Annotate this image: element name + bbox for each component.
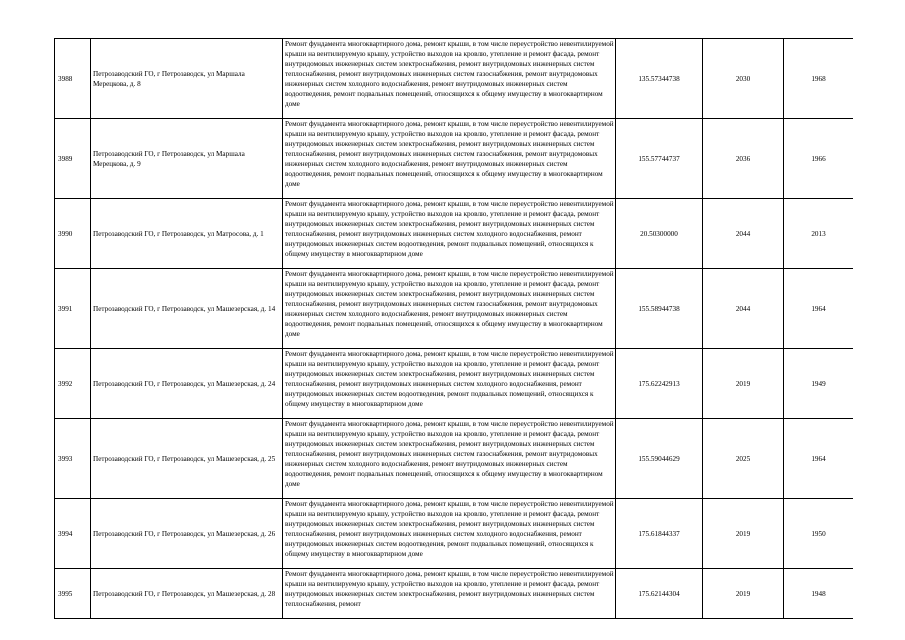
address-cell: Петрозаводский ГО, г Петрозаводск, ул Машезерская, д. 26 — [91, 499, 283, 569]
cost-cell: 175.61844337 — [616, 499, 703, 569]
row-number: 3995 — [55, 569, 91, 619]
planned-year-cell: 2019 — [703, 349, 784, 419]
table-row — [55, 499, 854, 569]
built-year-cell: 1966 — [784, 119, 854, 199]
built-year-cell: 1949 — [784, 349, 854, 419]
row-number: 3989 — [55, 119, 91, 199]
address-cell: Петрозаводский ГО, г Петрозаводск, ул Машезерская, д. 25 — [91, 419, 283, 499]
address-cell: Петрозаводский ГО, г Петрозаводск, ул Машезерская, д. 24 — [91, 349, 283, 419]
address-cell: Петрозаводский ГО, г Петрозаводск, ул Машезерская, д. 28 — [91, 569, 283, 619]
table-row — [55, 569, 854, 619]
cost-cell: 155.59044629 — [616, 419, 703, 499]
works-cell: Ремонт фундамента многоквартирного дома, ремонт крыши, в том числе переустройство невентилируемой крыши на вентилируемую крышу, устройство выходов на кровлю, утепление и ремонт фасада, ремонт внутридомовых инженерных систем электроснабжения, ремонт внутридомовых инженерных систем теплоснабжения, ремонт внутридомовых инженерных систем газоснабжения, ремонт внутридомовых инженерных систем холодного водоснабжения, ремонт внутридомовых инженерных систем водоотведения, ремонт подвальных помещений, относящихся к общему имуществу в многоквартирном доме — [283, 419, 616, 499]
planned-year-cell: 2025 — [703, 419, 784, 499]
built-year-cell: 1964 — [784, 269, 854, 349]
table-row — [55, 39, 854, 119]
planned-year-cell: 2019 — [703, 499, 784, 569]
row-number: 3990 — [55, 199, 91, 269]
planned-year-cell: 2030 — [703, 39, 784, 119]
address-cell: Петрозаводский ГО, г Петрозаводск, ул Матросова, д. 1 — [91, 199, 283, 269]
table-row — [55, 199, 854, 269]
row-number: 3993 — [55, 419, 91, 499]
cost-cell: 135.57344738 — [616, 39, 703, 119]
table-row — [55, 269, 854, 349]
works-cell: Ремонт фундамента многоквартирного дома, ремонт крыши, в том числе переустройство невентилируемой крыши на вентилируемую крышу, устройство выходов на кровлю, утепление и ремонт фасада, ремонт внутридомовых инженерных систем электроснабжения, ремонт внутридомовых инженерных систем теплоснабжения, ремонт внутридомовых инженерных систем газоснабжения, ремонт внутридомовых инженерных систем холодного водоснабжения, ремонт внутридомовых инженерных систем водоотведения, ремонт подвальных помещений, относящихся к общему имуществу в многоквартирном доме — [283, 39, 616, 119]
row-number: 3994 — [55, 499, 91, 569]
cost-cell: 20.50300000 — [616, 199, 703, 269]
address-cell: Петрозаводский ГО, г Петрозаводск, ул Маршала Мерецкова, д. 9 — [91, 119, 283, 199]
cost-cell: 175.62144304 — [616, 569, 703, 619]
planned-year-cell: 2044 — [703, 269, 784, 349]
table-row — [55, 119, 854, 199]
built-year-cell: 1968 — [784, 39, 854, 119]
planned-year-cell: 2036 — [703, 119, 784, 199]
capital-repair-table — [54, 38, 853, 619]
row-number: 3992 — [55, 349, 91, 419]
address-cell: Петрозаводский ГО, г Петрозаводск, ул Машезерская, д. 14 — [91, 269, 283, 349]
planned-year-cell: 2044 — [703, 199, 784, 269]
cost-cell: 155.57744737 — [616, 119, 703, 199]
table-row — [55, 419, 854, 499]
planned-year-cell: 2019 — [703, 569, 784, 619]
built-year-cell: 1950 — [784, 499, 854, 569]
document-page — [54, 38, 853, 620]
cost-cell: 155.58944738 — [616, 269, 703, 349]
works-cell: Ремонт фундамента многоквартирного дома, ремонт крыши, в том числе переустройство невентилируемой крыши на вентилируемую крышу, устройство выходов на кровлю, утепление и ремонт фасада, ремонт внутридомовых инженерных систем электроснабжения, ремонт внутридомовых инженерных систем теплоснабжения, ремонт — [283, 569, 616, 619]
row-number: 3988 — [55, 39, 91, 119]
works-cell: Ремонт фундамента многоквартирного дома, ремонт крыши, в том числе переустройство невентилируемой крыши на вентилируемую крышу, устройство выходов на кровлю, утепление и ремонт фасада, ремонт внутридомовых инженерных систем электроснабжения, ремонт внутридомовых инженерных систем теплоснабжения, ремонт внутридомовых инженерных систем холодного водоснабжения, ремонт внутридомовых инженерных систем водоотведения, ремонт подвальных помещений, относящихся к общему имуществу в многоквартирном доме — [283, 199, 616, 269]
works-cell: Ремонт фундамента многоквартирного дома, ремонт крыши, в том числе переустройство невентилируемой крыши на вентилируемую крышу, устройство выходов на кровлю, утепление и ремонт фасада, ремонт внутридомовых инженерных систем электроснабжения, ремонт внутридомовых инженерных систем теплоснабжения, ремонт внутридомовых инженерных систем холодного водоснабжения, ремонт внутридомовых инженерных систем водоотведения, ремонт подвальных помещений, относящихся к общему имуществу в многоквартирном доме — [283, 499, 616, 569]
works-cell: Ремонт фундамента многоквартирного дома, ремонт крыши, в том числе переустройство невентилируемой крыши на вентилируемую крышу, устройство выходов на кровлю, утепление и ремонт фасада, ремонт внутридомовых инженерных систем электроснабжения, ремонт внутридомовых инженерных систем теплоснабжения, ремонт внутридомовых инженерных систем холодного водоснабжения, ремонт внутридомовых инженерных систем водоотведения, ремонт подвальных помещений, относящихся к общему имуществу в многоквартирном доме — [283, 349, 616, 419]
built-year-cell: 2013 — [784, 199, 854, 269]
works-cell: Ремонт фундамента многоквартирного дома, ремонт крыши, в том числе переустройство невентилируемой крыши на вентилируемую крышу, устройство выходов на кровлю, утепление и ремонт фасада, ремонт внутридомовых инженерных систем электроснабжения, ремонт внутридомовых инженерных систем теплоснабжения, ремонт внутридомовых инженерных систем газоснабжения, ремонт внутридомовых инженерных систем холодного водоснабжения, ремонт внутридомовых инженерных систем водоотведения, ремонт подвальных помещений, относящихся к общему имуществу в многоквартирном доме — [283, 119, 616, 199]
address-cell: Петрозаводский ГО, г Петрозаводск, ул Маршала Мерецкова, д. 8 — [91, 39, 283, 119]
table-row — [55, 349, 854, 419]
built-year-cell: 1948 — [784, 569, 854, 619]
works-cell: Ремонт фундамента многоквартирного дома, ремонт крыши, в том числе переустройство невентилируемой крыши на вентилируемую крышу, устройство выходов на кровлю, утепление и ремонт фасада, ремонт внутридомовых инженерных систем электроснабжения, ремонт внутридомовых инженерных систем теплоснабжения, ремонт внутридомовых инженерных систем газоснабжения, ремонт внутридомовых инженерных систем холодного водоснабжения, ремонт внутридомовых инженерных систем водоотведения, ремонт подвальных помещений, относящихся к общему имуществу в многоквартирном доме — [283, 269, 616, 349]
built-year-cell: 1964 — [784, 419, 854, 499]
cost-cell: 175.62242913 — [616, 349, 703, 419]
row-number: 3991 — [55, 269, 91, 349]
